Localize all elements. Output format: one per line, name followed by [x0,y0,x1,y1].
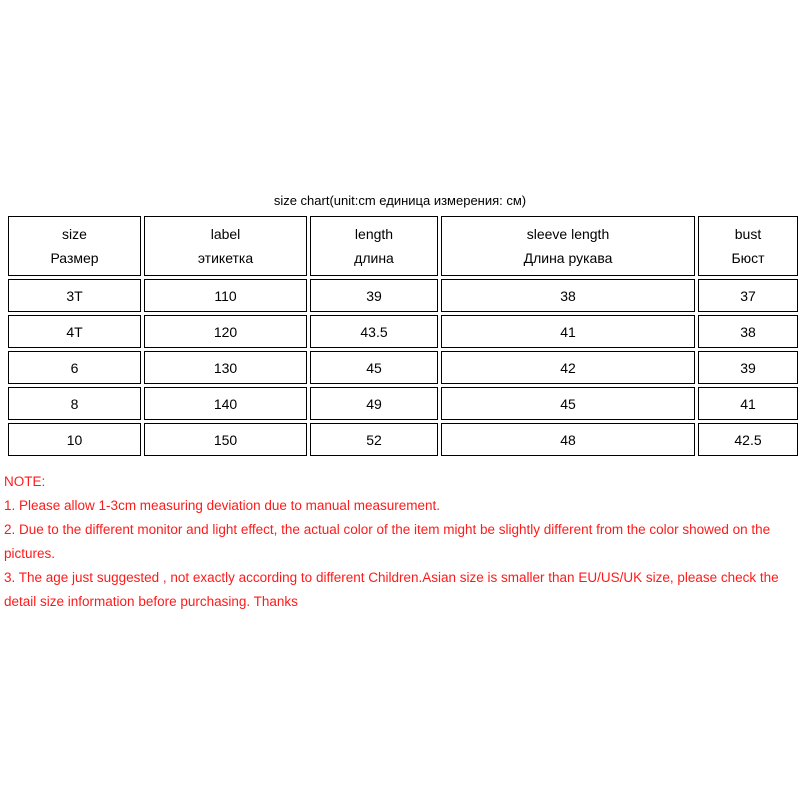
table-cell: 45 [441,387,695,420]
table-cell: 42 [441,351,695,384]
note-item: 2. Due to the different monitor and light effect, the actual color of the item might be slightly different from the color showed on the pictures. [4,522,771,561]
table-cell: 39 [698,351,798,384]
notes-heading: NOTE: [4,474,46,489]
note-item: 3. The age just suggested , not exactly according to different Children.Asian size is smaller than EU/US/UK size, please check the detail size information before purchasing. Thanks [4,570,779,609]
table-cell: 48 [441,423,695,456]
table-cell: 38 [441,279,695,312]
table-cell: 8 [8,387,141,420]
table-cell: 42.5 [698,423,798,456]
table-row [8,279,798,312]
table-cell: 38 [698,315,798,348]
header-cell-bust: bust Бюст [698,216,798,276]
header-cell-size: size Размер [8,216,141,276]
table-row [8,387,798,420]
notes-section [4,470,796,614]
table-cell: 41 [441,315,695,348]
table-cell: 10 [8,423,141,456]
table-cell: 49 [310,387,438,420]
table-cell: 45 [310,351,438,384]
table-cell: 39 [310,279,438,312]
table-cell: 120 [144,315,307,348]
header-cell-sleeve-length: sleeve length Длина рукава [441,216,695,276]
table-cell: 43.5 [310,315,438,348]
table-cell: 4T [8,315,141,348]
table-cell: 6 [8,351,141,384]
table-cell: 52 [310,423,438,456]
table-cell: 41 [698,387,798,420]
table-row [8,351,798,384]
header-cell-length: length длина [310,216,438,276]
header-cell-label: label этикетка [144,216,307,276]
table-row [8,423,798,456]
table-cell: 140 [144,387,307,420]
note-item: 1. Please allow 1-3cm measuring deviation due to manual measurement. [4,498,440,513]
size-chart-title: size chart(unit:cm единица измерения: см) [273,193,527,208]
table-cell: 37 [698,279,798,312]
size-chart-table [5,213,800,459]
table-cell: 110 [144,279,307,312]
table-header-row [8,216,798,276]
table-row [8,315,798,348]
table-cell: 130 [144,351,307,384]
table-cell: 3T [8,279,141,312]
table-cell: 150 [144,423,307,456]
